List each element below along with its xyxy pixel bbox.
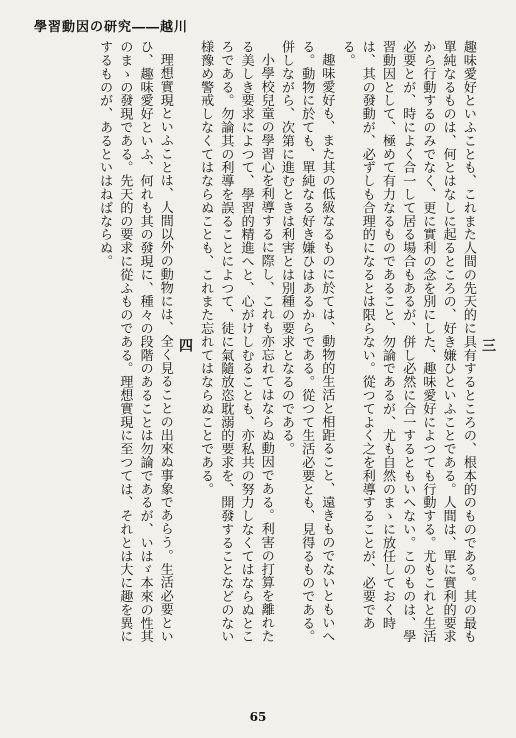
paragraph: 小學校兒童の學習心を利導するに際し、これも亦忘れてはならぬ動因である。利害の打算を離れたる美しき要求によつて、學習的精進へと、心がけしむることも、亦私共の努力しなくてはならぬところである。勿論其の利導を誤ることによつて、徒に氣隨放恣耽溺的要求を、開發することなどのない様豫め警戒しなくてはならぬことも、これまた忘れてはならぬことである。 xyxy=(198,40,274,643)
paragraph: 理想實現といふことは、人間以外の動物には、全く見ることの出來ぬ事象であらう。生活必要といひ、趣味愛好といふ、何れも其の發現に、種々の段階のあることは勿論であるが、いはゞ本來の性其のまゝの發現である。先天的の要求に從ふものである。理想實現に至つては、それとは大に趣を異にするものが、あるといはねばならぬ。 xyxy=(97,40,173,643)
page-number: 65 xyxy=(249,710,267,724)
section-heading: 三 xyxy=(480,337,496,353)
section-heading: 四 xyxy=(176,337,193,353)
paragraph: 趣味愛好といふことも、これまた人間の先天的に具有するところの、根本的のものである。其の最も單純なるものは、何とはなしに起るところの、好き嫌ひといふことである。人間は、單に實利的要求から行動するのみでなく、更に實利の念を別にした、趣味愛好によつても行動する。尤もこれと生活必要とが、時によく合一して居る場合もあるが、併し必然に合一するともいへない。このものは、學習動因として、極めて有力なるものであること、勿論であるが、尤も自然のまゝに放任しておく時は、其の發動が、必ずしも合理的になるとは限らない。從つてよく之を利導することが、必要である。 xyxy=(339,40,476,643)
body-text xyxy=(36,40,498,650)
running-header: 學習動因の研究――越川 xyxy=(34,20,189,35)
paragraph: 趣味愛好も、また其の低級なるものに於ては、動物的生活と相距ること、遠きものでないともいへる。動物に於ても、單純なる好き嫌ひはあるからである。從つて生活必要とも、見得るものである。併しながら、次第に進むときは利害とは別種の要求となるのである。 xyxy=(278,40,335,643)
